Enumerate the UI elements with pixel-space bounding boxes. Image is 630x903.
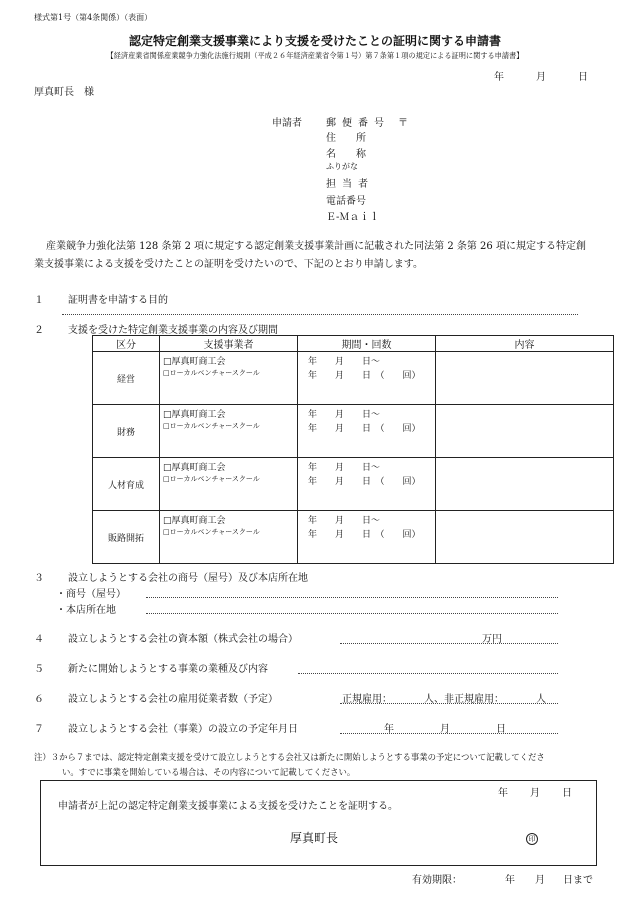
period-to: 年 月 日 （ 回） <box>308 530 421 540</box>
regular-employment-label: 正規雇用： <box>342 694 392 705</box>
validity-month: 月 <box>535 875 545 886</box>
provider-checkbox-school[interactable]: □ローカルベンチャースクール <box>163 369 260 377</box>
provider-cell <box>160 352 298 405</box>
postal-code-label: 郵便番号 <box>326 118 390 129</box>
period-cell[interactable] <box>298 458 436 511</box>
period-from: 年 月 日～ <box>308 410 381 420</box>
document-title: 認定特定創業支援事業により支援を受けたことの証明に関する申請書 <box>128 34 501 48</box>
section3-label: 設立しようとする会社の商号（屋号）及び本店所在地 <box>68 573 308 584</box>
section3-number: ３ <box>34 573 44 584</box>
non-regular-employment-unit: 人 <box>536 694 546 705</box>
address-label: 住 所 <box>326 133 366 144</box>
validity-year: 年 <box>505 875 515 886</box>
section3-address-label: ・本店所在地 <box>56 605 116 616</box>
certification-text: 申請者が上記の認定特定創業支援事業による支援を受けたことを証明する。 <box>58 801 398 812</box>
category-cell: 経営 <box>93 352 160 405</box>
period-from: 年 月 日～ <box>308 463 381 473</box>
table-row <box>93 352 614 405</box>
section5-number: ５ <box>34 664 44 675</box>
capital-unit: 万円 <box>482 634 502 645</box>
postal-code-value[interactable]: 〒 <box>398 118 408 129</box>
section2-number: ２ <box>34 325 44 336</box>
establish-year: 年 <box>384 724 394 735</box>
email-label: Ｅ-Ｍａｉｌ <box>326 212 380 223</box>
non-regular-employment-label: 非正規雇用： <box>444 694 504 705</box>
section5-label: 新たに開始しようとする事業の業種及び内容 <box>68 664 268 675</box>
validity-label: 有効期限： <box>412 875 462 886</box>
trade-name-input-line[interactable] <box>146 597 558 598</box>
content-cell[interactable] <box>436 458 614 511</box>
section4-label: 設立しようとする会社の資本額（株式会社の場合） <box>68 634 298 645</box>
business-type-input-line[interactable] <box>298 673 558 674</box>
provider-cell <box>160 511 298 564</box>
period-cell[interactable] <box>298 511 436 564</box>
provider-cell <box>160 405 298 458</box>
capital-input-line[interactable] <box>340 643 558 644</box>
section3-trade-name-label: ・商号（屋号） <box>56 589 126 600</box>
category-cell: 財務 <box>93 405 160 458</box>
period-to: 年 月 日 （ 回） <box>308 371 421 381</box>
establish-month: 月 <box>440 724 450 735</box>
cert-date-year: 年 <box>498 788 508 799</box>
section6-number: ６ <box>34 694 44 705</box>
provider-checkbox-school[interactable]: □ローカルベンチャースクール <box>163 422 260 430</box>
header-period: 期間・回数 <box>298 336 436 352</box>
content-cell[interactable] <box>436 511 614 564</box>
name-label: 名 称 <box>326 149 366 160</box>
establish-day: 日 <box>496 724 506 735</box>
table-row <box>93 405 614 458</box>
category-cell: 販路開拓 <box>93 511 160 564</box>
intro-line-2: 業支援事業による支援を受けたことの証明を受けたいので、下記のとおり申請します。 <box>34 259 423 270</box>
section7-label: 設立しようとする会社（事業）の設立の予定年月日 <box>68 724 298 735</box>
provider-checkbox-chamber[interactable]: □厚真町商工会 <box>163 410 226 420</box>
section6-label: 設立しようとする会社の雇用従業者数（予定） <box>68 694 278 705</box>
provider-checkbox-school[interactable]: □ローカルベンチャースクール <box>163 475 260 483</box>
furigana-label: ふりがな <box>326 162 358 171</box>
cert-date-day: 日 <box>562 788 572 799</box>
certification-box <box>40 780 597 866</box>
provider-checkbox-chamber[interactable]: □厚真町商工会 <box>163 357 226 367</box>
provider-checkbox-chamber[interactable]: □厚真町商工会 <box>163 516 226 526</box>
date-year: 年 <box>494 72 504 83</box>
header-provider: 支援事業者 <box>160 336 298 352</box>
provider-cell <box>160 458 298 511</box>
provider-checkbox-chamber[interactable]: □厚真町商工会 <box>163 463 226 473</box>
head-office-input-line[interactable] <box>146 613 558 614</box>
table-row <box>93 458 614 511</box>
applicant-label: 申請者 <box>272 118 302 129</box>
content-cell[interactable] <box>436 352 614 405</box>
date-day: 日 <box>578 72 588 83</box>
section2-label: 支援を受けた特定創業支援事業の内容及び期間 <box>68 325 278 336</box>
note-line-2: い。すでに事業を開始している場合は、その内容について記載してください。 <box>62 767 356 777</box>
content-cell[interactable] <box>436 405 614 458</box>
period-cell[interactable] <box>298 352 436 405</box>
period-from: 年 月 日～ <box>308 357 381 367</box>
seal-mark: 印 <box>526 833 538 845</box>
support-table <box>92 335 614 564</box>
employees-input-line[interactable] <box>340 703 558 704</box>
section1-number: １ <box>34 295 44 306</box>
intro-line-1: 産業競争力強化法第 128 条第 2 項に規定する認定創業支援事業計画に記載された同法第 2 条第 26 項に規定する特定創 <box>46 241 586 252</box>
period-cell[interactable] <box>298 405 436 458</box>
document-subtitle: 【経済産業省関係産業競争力強化法施行規則（平成２６年経済産業省令第１号）第７条第１項の規定による証明に関する申請書】 <box>106 51 524 60</box>
cert-date-month: 月 <box>530 788 540 799</box>
form-number: 様式第1号（第4条関係）（表面） <box>34 13 153 22</box>
period-to: 年 月 日 （ 回） <box>308 477 421 487</box>
section7-number: ７ <box>34 724 44 735</box>
contact-person-label: 担当者 <box>326 179 374 190</box>
date-month: 月 <box>536 72 546 83</box>
phone-label: 電話番号 <box>326 196 366 207</box>
section4-number: ４ <box>34 634 44 645</box>
category-cell: 人材育成 <box>93 458 160 511</box>
header-category: 区分 <box>93 336 160 352</box>
establish-date-input-line[interactable] <box>340 733 558 734</box>
period-to: 年 月 日 （ 回） <box>308 424 421 434</box>
certifier-name: 厚真町長 <box>290 831 339 845</box>
regular-employment-unit: 人、 <box>424 694 444 705</box>
validity-day: 日まで <box>563 875 593 886</box>
addressee: 厚真町長 様 <box>34 87 94 98</box>
section1-label: 証明書を申請する目的 <box>68 295 168 306</box>
table-header-row <box>93 336 614 352</box>
note-line-1: 注）３から７までは、認定特定創業支援を受けて設立しようとする会社又は新たに開始しようとする事業の予定について記載してくださ <box>34 752 545 762</box>
provider-checkbox-school[interactable]: □ローカルベンチャースクール <box>163 528 260 536</box>
period-from: 年 月 日～ <box>308 516 381 526</box>
table-row <box>93 511 614 564</box>
section1-input-line[interactable] <box>62 314 578 315</box>
header-content: 内容 <box>436 336 614 352</box>
